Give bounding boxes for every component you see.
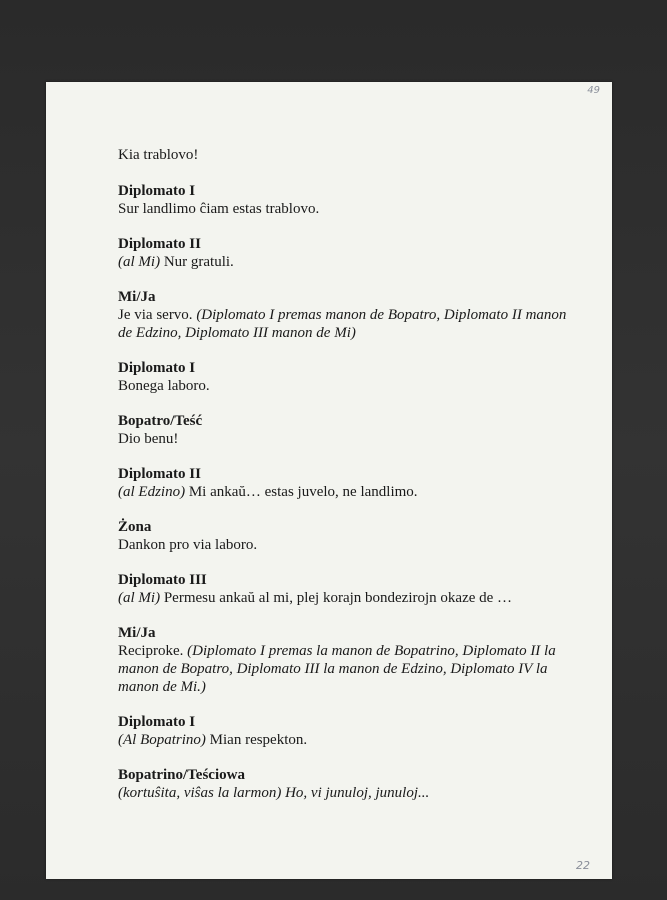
speaker-name: Żona <box>118 519 152 535</box>
dialogue-content <box>118 146 568 819</box>
stage-direction: (Diplomato I premas la manon de Bopatrino, Diplomato II la manon de Bopatro, Diplomato III la manon de Edzino, Diplomato IV la manon de Mi.) <box>118 643 556 695</box>
spoken-text: Sur landlimo ĉiam estas trablovo. <box>118 201 320 217</box>
stage-direction: (Diplomato I premas manon de Bopatro, Diplomato II manon de Edzino, Diplomato III manon de Mi) <box>118 307 567 341</box>
dialogue-line <box>118 377 568 395</box>
dialogue-block <box>118 288 568 342</box>
dialogue-block <box>118 766 568 802</box>
dialogue-line <box>118 784 568 802</box>
dialogue-line <box>118 642 568 696</box>
dialogue-line <box>118 731 568 749</box>
spoken-text: Permesu ankaŭ al mi, plej korajn bondezirojn okaze de … <box>163 590 513 606</box>
dialogue-block <box>118 182 568 218</box>
spoken-text: Reciproke. <box>118 643 184 659</box>
dialogue-block <box>118 624 568 696</box>
spoken-text: Dio benu! <box>118 431 179 447</box>
speaker-name: Mi/Ja <box>118 289 156 305</box>
speaker-name: Bopatro/Teść <box>118 413 203 429</box>
dialogue-line <box>118 483 568 501</box>
spoken-text: Mian respekton. <box>209 732 308 748</box>
speaker-name: Diplomato I <box>118 360 196 376</box>
speaker-name: Diplomato II <box>118 236 201 252</box>
page-number-top: 49 <box>587 85 600 96</box>
dialogue-line <box>118 589 568 607</box>
dialogue-line <box>118 536 568 554</box>
spoken-text: Mi ankaŭ… estas juvelo, ne landlimo. <box>188 484 418 500</box>
stage-direction: (kortuŝita, viŝas la larmon) Ho, vi junuloj, junuloj... <box>118 785 430 801</box>
dialogue-line <box>118 306 568 342</box>
speaker-name: Mi/Ja <box>118 625 156 641</box>
dialogue-line <box>118 430 568 448</box>
stage-direction: (al Mi) <box>118 254 161 270</box>
spoken-text: Je via servo. <box>118 307 193 323</box>
dialogue-block <box>118 465 568 501</box>
stage-direction: (Al Bopatrino) <box>118 732 206 748</box>
dialogue-blocks <box>118 182 568 802</box>
dialogue-block <box>118 713 568 749</box>
script-page <box>46 82 612 879</box>
spoken-text: Nur gratuli. <box>163 254 234 270</box>
dialogue-block <box>118 235 568 271</box>
stage-direction: (al Mi) <box>118 590 161 606</box>
spoken-text: Dankon pro via laboro. <box>118 537 258 553</box>
speaker-name: Diplomato III <box>118 572 207 588</box>
stage-direction: (al Edzino) <box>118 484 186 500</box>
speaker-name: Bopatrino/Teściowa <box>118 767 245 783</box>
speaker-name: Diplomato I <box>118 183 196 199</box>
speaker-name: Diplomato I <box>118 714 196 730</box>
dialogue-line <box>118 200 568 218</box>
dialogue-block <box>118 571 568 607</box>
intro-line: Kia trablovo! <box>118 147 199 163</box>
speaker-name: Diplomato II <box>118 466 201 482</box>
page-number-bottom: 22 <box>576 859 590 872</box>
spoken-text: Bonega laboro. <box>118 378 210 394</box>
dialogue-block <box>118 412 568 448</box>
dialogue-block <box>118 359 568 395</box>
dialogue-block <box>118 518 568 554</box>
dialogue-line <box>118 253 568 271</box>
